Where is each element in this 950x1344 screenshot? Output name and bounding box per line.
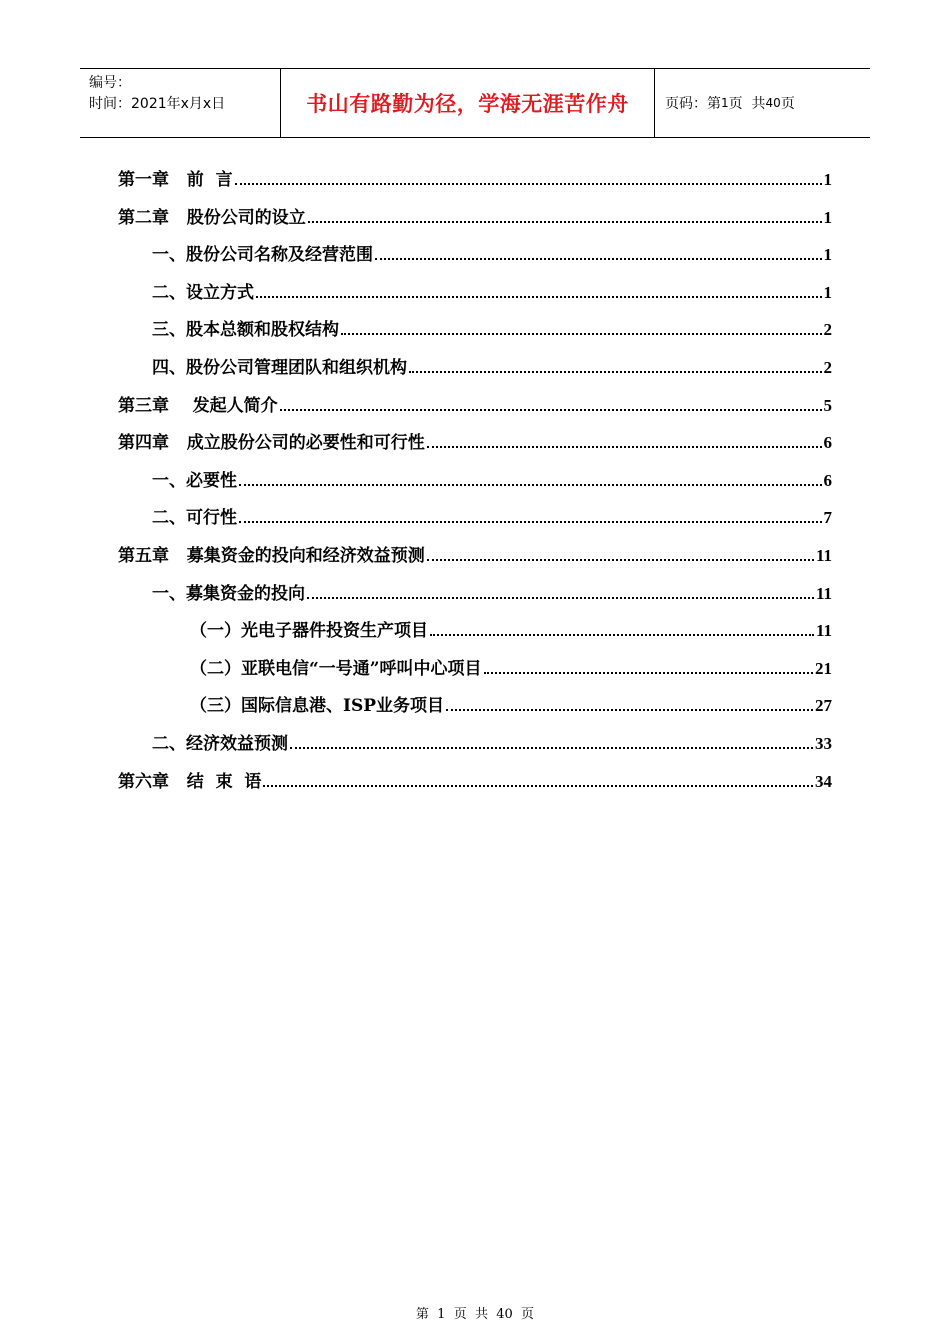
toc-dot-leader bbox=[239, 520, 822, 523]
toc-entry-title: 第二章 股份公司的设立 bbox=[118, 207, 306, 228]
toc-dot-leader bbox=[446, 708, 813, 711]
toc-entry-page: 11 bbox=[815, 545, 832, 565]
toc-entry[interactable] bbox=[118, 541, 832, 579]
toc-dot-leader bbox=[290, 746, 813, 749]
toc-entry[interactable] bbox=[118, 391, 832, 429]
toc-entry-page: 11 bbox=[815, 621, 832, 641]
toc-entry-title: 二、经济效益预测 bbox=[152, 733, 288, 754]
toc-dot-leader bbox=[341, 332, 822, 335]
toc-dot-leader bbox=[375, 257, 822, 260]
toc-entry-page: 33 bbox=[815, 733, 832, 753]
toc-entry-page: 2 bbox=[823, 320, 832, 340]
toc-entry[interactable] bbox=[118, 428, 832, 466]
toc-entry-title: 二、可行性 bbox=[152, 508, 237, 529]
toc-entry[interactable] bbox=[118, 654, 832, 692]
toc-entry[interactable] bbox=[118, 240, 832, 278]
toc-entry-title: （一）光电子器件投资生产项目 bbox=[190, 621, 428, 642]
toc-entry-page: 11 bbox=[815, 583, 832, 603]
toc-entry[interactable] bbox=[118, 353, 832, 391]
footer-page-number: 第 1 页 共 40 页 bbox=[415, 1307, 535, 1322]
toc-dot-leader bbox=[427, 558, 814, 561]
toc-entry-title: （三）国际信息港、ISP业务项目 bbox=[190, 696, 445, 717]
page-mid: 页 共 bbox=[728, 96, 766, 112]
toc-entry-title: 第四章 成立股份公司的必要性和可行性 bbox=[118, 433, 425, 454]
toc-entry-title: （二）亚联电信“一号通”呼叫中心项目 bbox=[190, 658, 482, 679]
toc-dot-leader bbox=[430, 633, 814, 636]
toc-entry-page: 1 bbox=[823, 245, 832, 265]
toc-entry-title: 四、股份公司管理团队和组织机构 bbox=[152, 357, 407, 378]
toc-entry-page: 1 bbox=[823, 170, 832, 189]
toc-entry-page: 1 bbox=[823, 282, 832, 302]
toc-dot-leader bbox=[235, 182, 822, 185]
toc-entry-page: 21 bbox=[815, 658, 832, 678]
document-number-label: 编号： bbox=[89, 75, 131, 91]
page-current: 1 bbox=[721, 96, 729, 110]
toc-entry[interactable] bbox=[118, 503, 832, 541]
toc-entry-title: 第三章 发起人简介 bbox=[118, 395, 278, 416]
toc-entry-title: 第六章 结 束 语 bbox=[118, 771, 262, 792]
header-meta bbox=[80, 69, 281, 137]
toc-entry[interactable] bbox=[118, 767, 832, 805]
toc-entry[interactable] bbox=[118, 579, 832, 617]
document-time-label: 时间：2021年x月x日 bbox=[89, 96, 226, 112]
toc-entry-page: 27 bbox=[815, 696, 832, 716]
toc-dot-leader bbox=[308, 220, 822, 223]
toc-entry-page: 2 bbox=[823, 357, 832, 377]
toc-entry-page: 7 bbox=[823, 508, 832, 528]
page-suffix: 页 bbox=[780, 96, 795, 112]
toc-entry[interactable] bbox=[118, 466, 832, 504]
toc-entry[interactable] bbox=[118, 203, 832, 241]
toc-entry-title: 第一章 前 言 bbox=[118, 170, 233, 190]
toc-entry[interactable] bbox=[118, 729, 832, 767]
toc-entry-title: 第五章 募集资金的投向和经济效益预测 bbox=[118, 545, 425, 566]
toc-dot-leader bbox=[484, 671, 813, 674]
toc-entry-page: 1 bbox=[823, 207, 832, 227]
toc-entry-title: 一、募集资金的投向 bbox=[152, 583, 305, 604]
toc-entry[interactable] bbox=[118, 315, 832, 353]
toc-entry-title: 三、股本总额和股权结构 bbox=[152, 320, 339, 341]
header-page-info bbox=[655, 69, 870, 137]
toc-entry[interactable] bbox=[118, 165, 832, 203]
toc-dot-leader bbox=[239, 483, 822, 486]
toc-entry[interactable] bbox=[118, 691, 832, 729]
toc-dot-leader bbox=[263, 784, 813, 787]
toc-dot-leader bbox=[256, 295, 822, 298]
page-total: 40 bbox=[765, 96, 781, 110]
toc-entry-page: 5 bbox=[823, 395, 832, 415]
page-header bbox=[80, 68, 870, 138]
page-prefix: 页码：第 bbox=[665, 96, 721, 112]
toc-entry-page: 6 bbox=[823, 433, 832, 453]
toc-entry[interactable] bbox=[118, 278, 832, 316]
toc-entry[interactable] bbox=[118, 616, 832, 654]
toc-entry-title: 二、设立方式 bbox=[152, 282, 254, 303]
table-of-contents bbox=[118, 165, 832, 804]
toc-dot-leader bbox=[280, 408, 822, 411]
toc-entry-page: 6 bbox=[823, 470, 832, 490]
toc-dot-leader bbox=[427, 445, 822, 448]
toc-dot-leader bbox=[307, 596, 814, 599]
toc-entry-title: 一、必要性 bbox=[152, 470, 237, 491]
header-motto: 书山有路勤为径，学海无涯苦作舟 bbox=[281, 69, 655, 137]
page-footer bbox=[0, 1303, 950, 1322]
toc-entry-page: 34 bbox=[815, 771, 832, 791]
toc-entry-title: 一、股份公司名称及经营范围 bbox=[152, 245, 373, 266]
toc-dot-leader bbox=[409, 370, 822, 373]
